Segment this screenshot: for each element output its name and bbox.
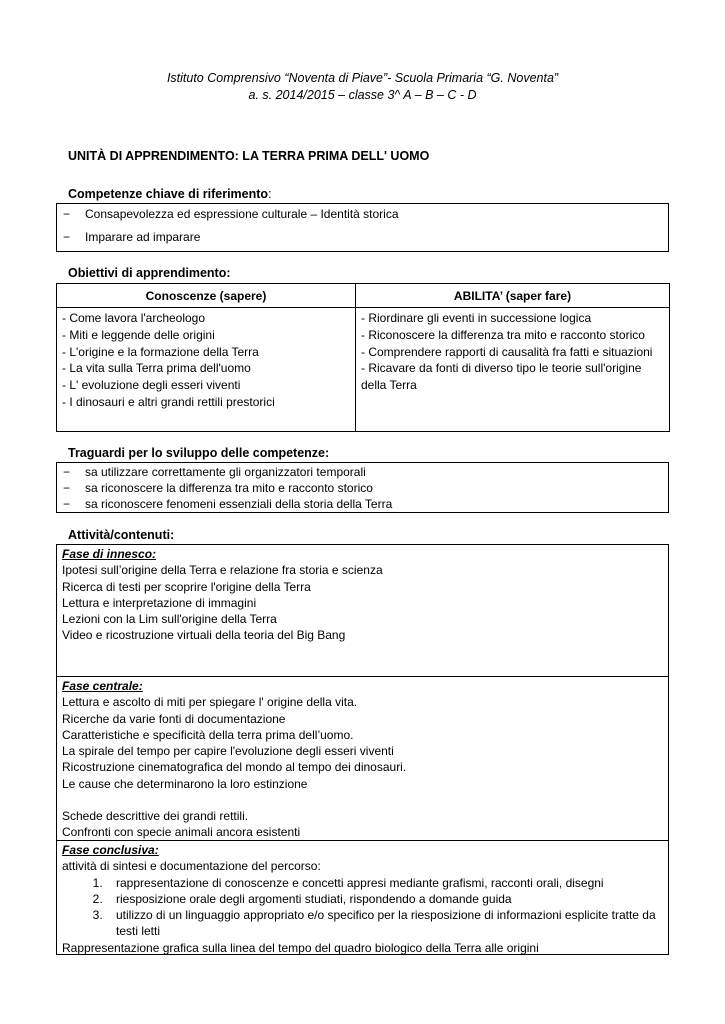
list-item: Confronti con specie animali ancora esistenti	[62, 825, 301, 840]
traguardi-item-text: sa riconoscere fenomeni essenziali della storia della Terra	[85, 497, 393, 511]
list-item: Ricerche da varie fonti di documentazione	[62, 711, 286, 726]
list-item: 2. riesposizione orale degli argomenti studiati, rispondendo a domande guida	[106, 891, 663, 907]
list-item: − Consapevolezza ed espressione culturale – Identità storica	[63, 207, 399, 221]
list-item: Ipotesi sull’origine della Terra e relazione fra storia e scienza	[62, 563, 383, 578]
list-item: Le cause che determinarono la loro estinzione	[62, 776, 308, 791]
conoscenze-cell	[57, 308, 356, 432]
traguardi-item-text: sa utilizzare correttamente gli organizzatori temporali	[85, 465, 366, 479]
traguardi-box	[56, 462, 669, 513]
obiettivi-table	[56, 283, 670, 432]
col-header-conoscenze: Conoscenze (sapere)	[57, 284, 356, 308]
list-item: − sa riconoscere fenomeni essenziali della storia della Terra	[63, 497, 393, 511]
list-item: Video e ricostruzione virtuali della teoria del Big Bang	[62, 628, 346, 643]
obiettivi-title: Obiettivi di apprendimento:	[68, 266, 231, 280]
competenze-title-suffix: :	[268, 187, 272, 201]
numbered-list	[62, 875, 663, 940]
competenze-item-text: Consapevolezza ed espressione culturale – Identità storica	[85, 207, 399, 221]
competenze-box	[56, 203, 669, 252]
list-item: − Imparare ad imparare	[63, 230, 201, 244]
unit-title: UNITÀ DI APPRENDIMENTO: LA TERRA PRIMA DELL' UOMO	[68, 149, 430, 163]
list-item: La spirale del tempo per capire l'evoluzione degli esseri viventi	[62, 744, 394, 759]
list-item: Ricerca di testi per scoprire l'origine della Terra	[62, 579, 311, 594]
list-item: - L' evoluzione degli esseri viventi	[62, 378, 241, 393]
list-item: - La vita sulla Terra prima dell'uomo	[62, 361, 251, 376]
fase-conclusiva-intro: attività di sintesi e documentazione del percorso:	[62, 859, 321, 874]
list-item: Lettura e ascolto di miti per spiegare l' origine della vita.	[62, 695, 358, 710]
competenze-title-text: Competenze chiave di riferimento	[68, 187, 269, 201]
list-item: - Comprendere rapporti di causalità fra fatti e situazioni	[361, 344, 653, 359]
list-item: Lezioni con la Lim sull'origine della Terra	[62, 612, 277, 627]
attivita-title: Attività/contenuti:	[68, 528, 175, 542]
school-name: Istituto Comprensivo “Noventa di Piave”- Scuola Primaria “G. Noventa”	[166, 71, 559, 85]
list-item: - Come lavora l'archeologo	[62, 311, 206, 325]
list-item: - I dinosauri e altri grandi rettili prestorici	[62, 394, 275, 409]
blank-line	[62, 792, 663, 808]
fase-innesco	[57, 545, 668, 677]
document-header	[0, 70, 725, 104]
list-item: - Riordinare gli eventi in successione logica	[361, 311, 592, 325]
abilita-cell	[356, 308, 670, 432]
school-year-classes: a. s. 2014/2015 – classe 3^ A – B – C - D	[248, 88, 477, 102]
fase-centrale	[57, 677, 668, 841]
list-item: Caratteristiche e specificità della terra prima dell’uomo.	[62, 727, 354, 742]
traguardi-item-text: sa riconoscere la differenza tra mito e racconto storico	[85, 481, 373, 495]
list-item: Ricostruzione cinematografica del mondo al tempo dei dinosauri.	[62, 760, 407, 775]
list-item: − sa riconoscere la differenza tra mito e racconto storico	[63, 481, 373, 495]
list-item: - Miti e leggende delle origini	[62, 327, 215, 342]
list-item: − sa utilizzare correttamente gli organizzatori temporali	[63, 465, 366, 479]
attivita-box	[56, 544, 669, 955]
list-item: - Riconoscere la differenza tra mito e racconto storico	[361, 327, 645, 342]
fase-conclusiva	[57, 841, 668, 956]
traguardi-title: Traguardi per lo sviluppo delle competenze:	[68, 446, 330, 460]
competenze-title	[68, 187, 272, 201]
fase-innesco-title: Fase di innesco:	[62, 547, 157, 561]
list-item: Lettura e interpretazione di immagini	[62, 595, 257, 610]
list-item: 3. utilizzo di un linguaggio appropriato e/o specifico per la riesposizione di informazioni esplicite tratte da testi letti	[106, 907, 663, 940]
list-item: Schede descrittive dei grandi rettili.	[62, 809, 249, 824]
competenze-item-text: Imparare ad imparare	[85, 230, 201, 244]
list-item: - Ricavare da fonti di diverso tipo le teorie sull'origine della Terra	[361, 361, 642, 393]
fase-conclusiva-closing: Rappresentazione grafica sulla linea del tempo del quadro biologico della Terra alle origini	[62, 940, 539, 955]
fase-centrale-title: Fase centrale:	[62, 679, 143, 693]
fase-conclusiva-title: Fase conclusiva:	[62, 843, 159, 857]
list-item: 1. rappresentazione di conoscenze e concetti appresi mediante grafismi, racconti orali, disegni	[106, 875, 663, 891]
list-item: - L'origine e la formazione della Terra	[62, 344, 259, 359]
col-header-abilita: ABILITA’ (saper fare)	[356, 284, 670, 308]
